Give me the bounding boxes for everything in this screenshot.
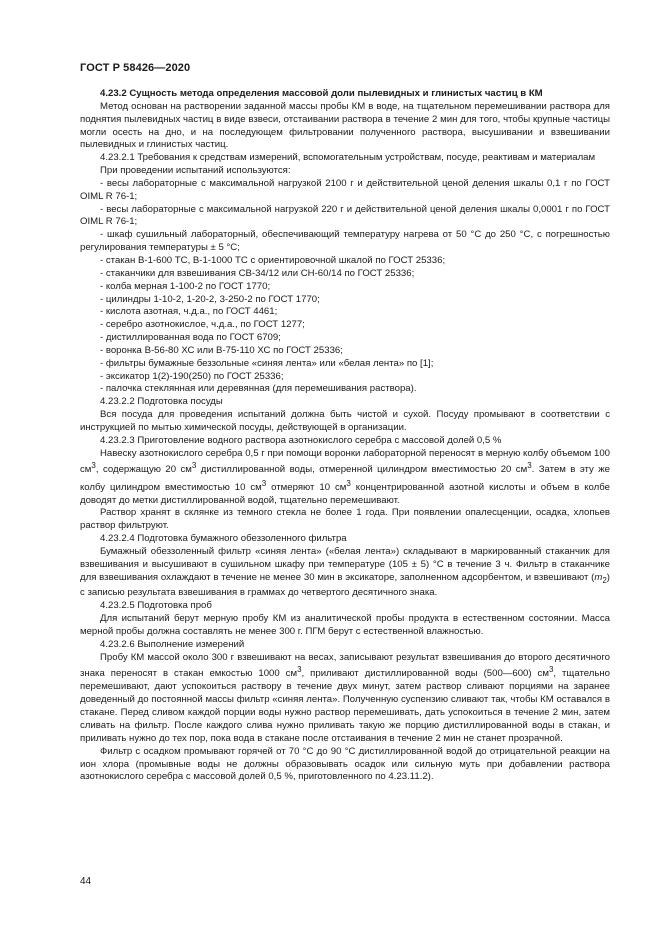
subsection-title: 4.23.2.1 Требования к средствам измерений, вспомогательным устройствам, посуде, реактивам и материалам <box>100 152 596 164</box>
list-item: - весы лабораторные с максимальной нагрузкой 220 г и действительной ценой деления шкалы 0,0001 г по ГОСТ OIML R 76-1; <box>80 203 610 228</box>
paragraph: Вся посуда для проведения испытаний должна быть чистой и сухой. Посуду промывают в соответствии с инструкцией по мытью химической посуды, действующей в организации. <box>80 409 610 433</box>
subsection-title: 4.23.2.3 Приготовление водного раствора азотнокислого серебра с массовой долей 0,5 % <box>100 434 502 446</box>
list-item: - цилиндры 1-10-2, 1-20-2, 3-250-2 по ГОСТ 1770; <box>100 293 320 305</box>
page-number: 44 <box>80 876 92 887</box>
list-item: - серебро азотнокислое, ч.д.а., по ГОСТ 1277; <box>100 319 305 331</box>
paragraph: При проведении испытаний используются: <box>100 165 291 177</box>
paragraph: Пробу КМ массой около 300 г взвешивают на весах, записывают результат взвешивания до второго десятичного знака переносят в стакан емкостью 1000 $см^3$, приливают дистиллированной воды (500—600) $см^3$, тщательно перемешивают, дают успокоиться раствору в течение двух минут, затем раствор сливают порциями на заранее доведенный до постоянной массы фильтр «синяя лента». Полученную суспензию сливают так, чтобы КМ оставался в стакане. Перед сливом каждой порции воды нужно раствор перемешивать, дать успокоиться в течение 2 мин, затем сливать на фильтр. После каждого слива нужно приливать такую же порцию дистиллированной воды в стакан, и приливать нужно до тех пор, пока вода в стакане после отстаивания в течение 2 мин не станет прозрачной. <box>80 651 610 744</box>
list-item: - колба мерная 1-100-2 по ГОСТ 1770; <box>100 280 271 292</box>
subsection-title: 4.23.2.5 Подготовка проб <box>100 600 212 612</box>
subsection-title: 4.23.2.6 Выполнение измерений <box>100 638 245 650</box>
list-item: - весы лабораторные с максимальной нагрузкой 2100 г и действительной ценой деления шкалы 0,1 г по ГОСТ OIML R 76-1; <box>80 177 610 202</box>
document-header: ГОСТ Р 58426—2020 <box>80 62 191 74</box>
paragraph: Фильтр с осадком промывают горячей от 70 °С до 90 °С дистиллированной водой до отрицательной реакции на ион хлора (промывные воды не должны образовывать осадок или сильную муть при добавлении раствора азотнокислого серебра с массовой долей 0,5 %, приготовленного по 4.23.11.2). <box>80 745 610 783</box>
paragraph: Для испытаний берут мерную пробу КМ из аналитической пробы продукта в естественном состоянии. Масса мерной пробы должна составлять не менее 300 г. ПГМ берут с естественной влажностью. <box>80 613 610 637</box>
list-item: - дистиллированная вода по ГОСТ 6709; <box>100 332 281 344</box>
list-item: - стакан В-1-600 ТС, В-1-1000 ТС с ориентировочной шкалой по ГОСТ 25336; <box>100 254 446 266</box>
document-body <box>80 88 610 784</box>
list-item: - шкаф сушильный лабораторный, обеспечивающий температуру нагрева от 50 °С до 250 °С, с погрешностью регулирования температуры ± 5 °С; <box>80 229 610 254</box>
list-item: - эксикатор 1(2)-190(250) по ГОСТ 25336; <box>100 370 284 382</box>
subsection-title: 4.23.2.4 Подготовка бумажного обеззоленного фильтра <box>100 533 347 545</box>
paragraph: Навеску азотнокислого серебра 0,5 г при помощи воронки лабораторной переносят в мерную колбу объемом 100 $см^3$, содержащую 20 $см^3$ дистиллированной воды, отмеренной цилиндром вместимостью 20 $см^3$. Затем в эту же колбу цилиндром вместимостью 10 $см^3$ отмеряют 10 $см^3$ концентрированной азотной кислоты и объем в колбе доводят до метки дистиллированной водой, тщательно перемешивают. <box>80 447 611 506</box>
list-item: - кислота азотная, ч.д.а., по ГОСТ 4461; <box>100 306 278 318</box>
paragraph: Метод основан на растворении заданной массы пробы КМ в воде, на тщательном перемешивании раствора для поднятия пылевидных частиц в виде взвеси, отстаивании раствора в течение 2 мин для того, чтобы крупные частицы могли осесть на дно, и на последующем фильтровании полученного раствора, высушивании и взвешивании пылевидных и глинистых частиц. <box>80 100 610 151</box>
section-title: 4.23.2 Сущность метода определения массовой доли пылевидных и глинистых частиц в КМ <box>100 88 543 99</box>
list-item: - фильтры бумажные беззольные «синяя лента» или «белая лента» по [1]; <box>100 357 434 369</box>
list-item: - стаканчики для взвешивания СВ-34/12 или СН-60/14 по ГОСТ 25336; <box>100 267 415 279</box>
subsection-title: 4.23.2.2 Подготовка посуды <box>100 396 223 408</box>
list-item: - воронка В-56-80 ХС или В-75-110 ХС по ГОСТ 25336; <box>100 344 343 356</box>
paragraph: Бумажный обеззоленный фильтр «синяя лента» («белая лента») складывают в маркированный стаканчик для взвешивания и высушивают в сушильном шкафу при температуре (105 ± 5) °С в течение 3 ч. Фильтр в стаканчике для взвешивания охлаждают в течение не менее 30 мин в эксикаторе, заполненном адсорбентом, и взвешивают $(m_2)$ с записью результата взвешивания в граммах до четвертого десятичного знака. <box>80 545 610 599</box>
paragraph: Раствор хранят в склянке из темного стекла не более 1 года. При появлении опалесценции, осадка, хлопьев раствор фильтруют. <box>80 507 610 532</box>
list-item: - палочка стеклянная или деревянная (для перемешивания раствора). <box>100 383 417 395</box>
